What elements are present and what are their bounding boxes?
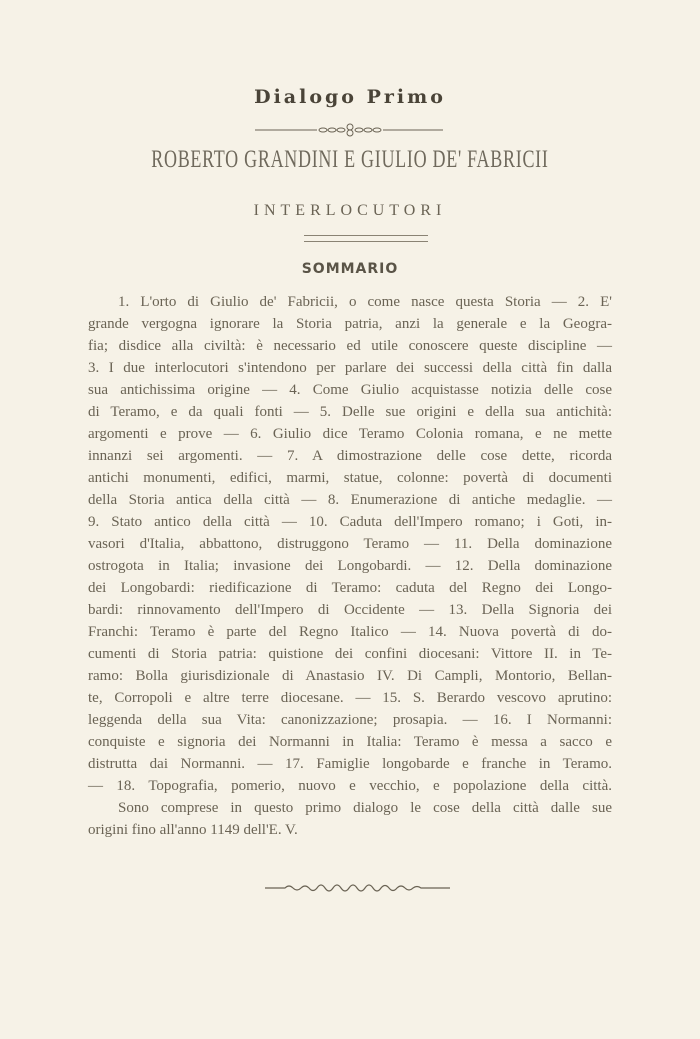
ornamental-divider [255,123,445,137]
summary-line: leggenda della sua Vita: canonizzazione; prosapia. — 16. I Normanni: [88,712,612,728]
summary-line: grande vergogna ignorare la Storia patria, anzi la generale e la Geogra- [88,316,612,332]
summary-line: 1. L'orto di Giulio de' Fabricii, o come nasce questa Storia — 2. E' [118,294,612,310]
summary-line: 3. I due interlocutori s'intendono per parlare dei successi della città fin dalla [88,360,612,376]
summary-line: 9. Stato antico della città — 10. Caduta dell'Impero romano; i Goti, in- [88,514,612,530]
tail-ornament [265,880,450,896]
summary-line: antichi monumenti, edifici, marmi, statue, colonne: povertà di documenti [88,470,612,486]
summary-line: sua antichissima origine — 4. Come Giulio acquistasse notizia delle cose [88,382,612,398]
summary-line: te, Corropoli e altre terre diocesane. — 15. S. Berardo vescovo aprutino: [88,690,612,706]
summary-line: distrutta dai Normanni. — 17. Famiglie longobarde e franche in Teramo. [88,756,612,772]
double-rule [304,235,428,242]
summary-line: cumenti di Storia patria: quistione dei confini diocesani: Vittore II. in Te- [88,646,612,662]
summary-line: conquiste e signoria dei Normanni in Italia: Teramo è messa a sacco e [88,734,612,750]
summary-line: fia; disdice alla civiltà: è necessario ed utile conoscere queste discipline — [88,338,612,354]
summary-line: bardi: rinnovamento dell'Impero di Occidente — 13. Della Signoria dei [88,602,612,618]
closing-line: Sono comprese in questo primo dialogo le cose della città dalle sue [118,800,612,816]
summary-line: di Teramo, e da quali fonti — 5. Delle sue origini e della sua antichità: [88,404,612,420]
summary-line: ostrogota in Italia; invasione dei Longobardi. — 12. Della dominazione [88,558,612,574]
interlocutors-label: INTERLOCUTORI [253,202,447,219]
names-text: ROBERTO GRANDINI E GIULIO DE' FABRICII [151,146,549,173]
summary-line: della Storia antica della città — 8. Enumerazione di antiche medaglie. — [88,492,612,508]
interlocutor-names [0,146,700,174]
summary-body [88,291,612,841]
summary-line: dei Longobardi: riedificazione di Teramo: caduta del Regno dei Longo- [88,580,612,596]
summary-line: argomenti e prove — 6. Giulio dice Teramo Colonia romana, e ne mette [88,426,612,442]
closing-line: origini fino all'anno 1149 dell'E. V. [88,822,298,838]
summary-line: innanzi sei argomenti. — 7. A dimostrazione delle cose dette, ricorda [88,448,612,464]
summary-title: SOMMARIO [301,261,399,277]
summary-line: — 18. Topografia, pomerio, nuovo e vecchio, e popolazione della città. [88,778,612,794]
dialogue-heading: Dialogo Primo [254,86,446,108]
summary-line: ramo: Bolla giurisdizionale di Anastasio IV. Di Campli, Montorio, Bellan- [88,668,612,684]
summary-line: Franchi: Teramo è parte del Regno Italico — 14. Nuova povertà di do- [88,624,612,640]
summary-line: vasori d'Italia, abbattono, distruggono Teramo — 11. Della dominazione [88,536,612,552]
